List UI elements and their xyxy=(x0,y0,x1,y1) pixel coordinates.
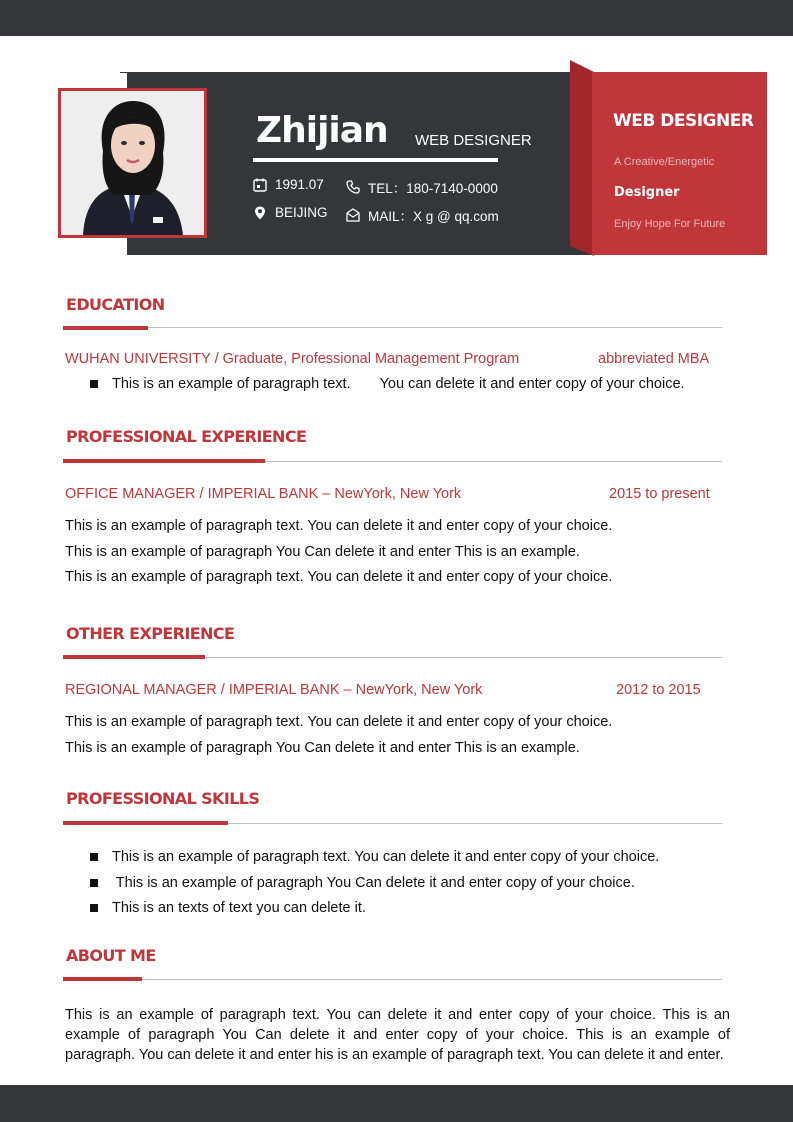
education-degree: abbreviated MBA xyxy=(598,351,710,367)
phone-number: TEL：180-7140-0000 xyxy=(368,181,498,196)
professional-heading: PROFESSIONAL EXPERIENCE xyxy=(66,427,307,446)
skill-text: This is an texts of text you can delete it. xyxy=(112,900,366,916)
about-text: This is an example of paragraph text. You can delete it and enter copy of your choice. This is an example of paragraph You Can delete it and enter copy of your choice. This is an example of paragraph. You can delete it and enter his is an example of paragraph text. You can delete it and enter. xyxy=(65,1007,730,1063)
name-underline xyxy=(253,158,498,162)
badge-designer: Designer xyxy=(614,185,680,200)
other-period: 2012 to 2015 xyxy=(616,682,701,698)
profile-photo xyxy=(58,88,207,238)
bottom-bar xyxy=(0,1085,793,1122)
top-bar xyxy=(0,0,793,36)
birth-date: 1991.07 xyxy=(275,177,324,192)
phone-info xyxy=(346,177,498,197)
about-rule xyxy=(63,979,722,980)
bullet-square-icon xyxy=(90,380,98,388)
location-info xyxy=(253,205,328,220)
skill-text: This is an example of paragraph You Can delete it and enter copy of your choice. xyxy=(112,875,635,891)
badge-title: WEB DESIGNER xyxy=(613,111,754,131)
bullet-square-icon xyxy=(90,853,98,861)
education-bullet xyxy=(90,376,685,392)
other-line: This is an example of paragraph text. You can delete it and enter copy of your choice. xyxy=(65,714,613,730)
professional-line: This is an example of paragraph text. You can delete it and enter copy of your choice. xyxy=(65,518,613,534)
bullet-square-icon xyxy=(90,879,98,887)
about-accent-bar xyxy=(63,977,142,981)
skills-accent-bar xyxy=(63,821,228,825)
mail-icon xyxy=(346,208,360,222)
skill-item xyxy=(90,849,659,865)
bullet-square-icon xyxy=(90,904,98,912)
city: BEIJING xyxy=(275,205,328,220)
about-heading: ABOUT ME xyxy=(66,946,156,965)
email-address: MAIL：X g @ qq.com xyxy=(368,209,499,224)
skill-item xyxy=(90,900,366,916)
skills-heading: PROFESSIONAL SKILLS xyxy=(66,789,260,808)
professional-period: 2015 to present xyxy=(609,486,710,502)
education-accent-bar xyxy=(63,326,148,330)
skill-text: This is an example of paragraph text. You can delete it and enter copy of your choice. xyxy=(112,849,660,865)
phone-icon xyxy=(346,180,360,194)
professional-accent-bar xyxy=(63,459,265,463)
education-rule xyxy=(63,327,722,328)
badge-subtitle: A Creative/Energetic xyxy=(614,156,715,168)
birth-info xyxy=(253,177,324,192)
education-bullet-text-a: This is an example of paragraph text. xyxy=(112,376,351,392)
portrait-image xyxy=(61,91,204,235)
other-accent-bar xyxy=(63,655,205,659)
other-line: This is an example of paragraph You Can delete it and enter This is an example. xyxy=(65,740,580,756)
education-school: WUHAN UNIVERSITY / Graduate, Professional Management Program xyxy=(65,351,520,367)
education-heading: EDUCATION xyxy=(66,295,165,314)
mail-info xyxy=(346,205,499,225)
other-position: REGIONAL MANAGER / IMPERIAL BANK – NewYork, New York xyxy=(65,682,483,698)
person-role: WEB DESIGNER xyxy=(415,132,532,149)
professional-line: This is an example of paragraph text. You can delete it and enter copy of your choice. xyxy=(65,569,613,585)
skill-item xyxy=(90,875,635,891)
calendar-icon xyxy=(253,178,267,192)
badge-footer: Enjoy Hope For Future xyxy=(614,218,726,230)
person-name: Zhijian xyxy=(256,110,388,151)
badge-fold xyxy=(570,60,594,256)
other-heading: OTHER EXPERIENCE xyxy=(66,624,235,643)
professional-line: This is an example of paragraph You Can delete it and enter This is an example. xyxy=(65,544,580,560)
professional-position: OFFICE MANAGER / IMPERIAL BANK – NewYork, New York xyxy=(65,486,462,502)
education-bullet-text-b: You can delete it and enter copy of your choice. xyxy=(379,376,685,392)
location-pin-icon xyxy=(253,206,267,220)
